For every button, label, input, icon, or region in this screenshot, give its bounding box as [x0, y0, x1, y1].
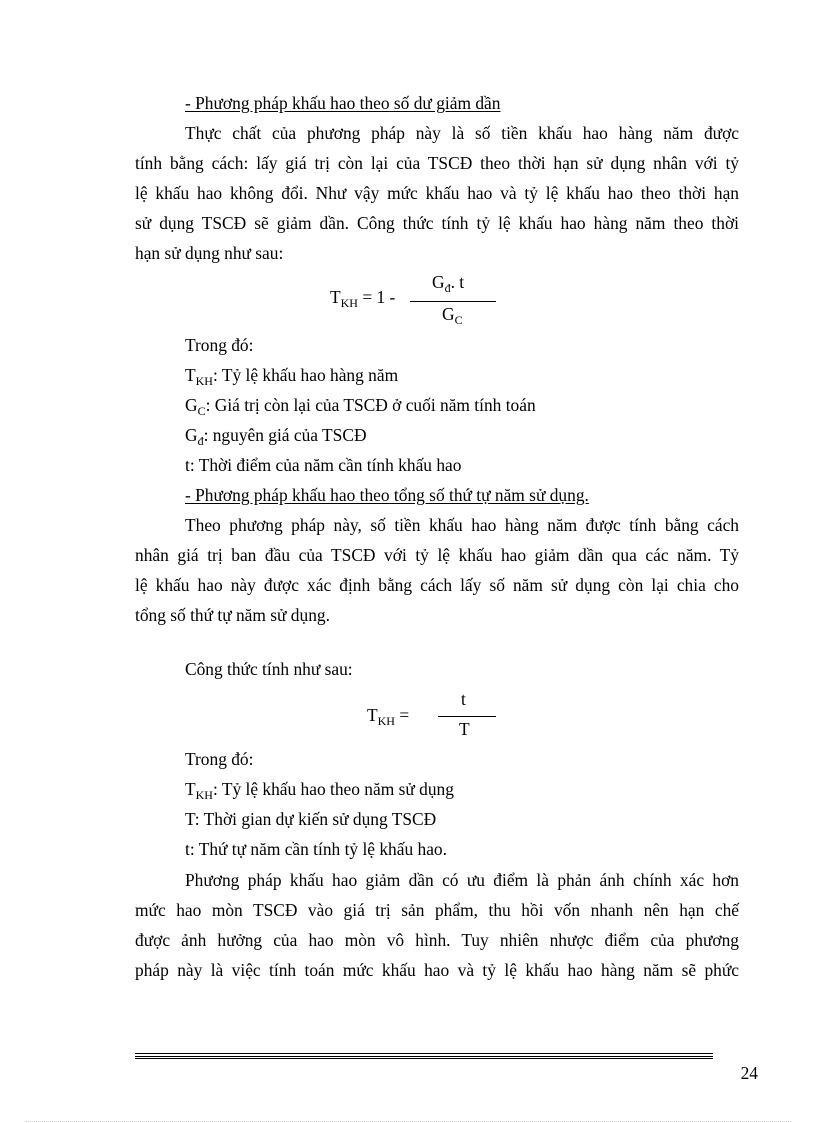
paragraph-line: được ảnh hưởng của hao mòn vô hình. Tuy nhiên nhược điểm của phương: [135, 930, 739, 950]
definition-item: T: Thời gian dự kiến sử dụng TSCĐ: [185, 809, 437, 829]
paragraph-line: Theo phương pháp này, số tiền khấu hao hàng năm được tính bằng cách: [185, 515, 739, 535]
paragraph-line: Phương pháp khấu hao giảm dần có ưu điểm là phản ánh chính xác hơn: [185, 870, 739, 890]
definitions-intro: Trong đó:: [185, 335, 254, 355]
formula-denominator: T: [459, 719, 470, 739]
formula-denominator: $G_C$: [442, 304, 463, 327]
footer-rule: [135, 1056, 713, 1057]
paragraph-line: nhân giá trị ban đầu của TSCĐ với tỷ lệ khấu hao giảm dần qua các năm. Tỷ: [135, 545, 739, 565]
section-heading-sum-of-years: - Phương pháp khấu hao theo tổng số thứ tự năm sử dụng.: [185, 485, 589, 505]
definition-item: $T_{KH}$: Tỷ lệ khấu hao theo năm sử dụng: [185, 779, 454, 802]
page-edge-divider: [25, 1121, 791, 1122]
formula-intro: Công thức tính như sau:: [185, 659, 353, 679]
paragraph-line: tính bằng cách: lấy giá trị còn lại của TSCĐ theo thời hạn sử dụng nhân với tỷ: [135, 153, 739, 173]
definition-item: t: Thời điểm của năm cần tính khấu hao: [185, 455, 462, 475]
footer-rule: [135, 1053, 713, 1054]
paragraph-line: Thực chất của phương pháp này là số tiền khấu hao hàng năm được: [185, 123, 739, 143]
definition-item: $T_{KH}$: Tỷ lệ khấu hao hàng năm: [185, 365, 399, 388]
footer-rule: [135, 1058, 713, 1059]
paragraph-line: hạn sử dụng như sau:: [135, 243, 284, 263]
paragraph-line: lệ khấu hao không đổi. Như vậy mức khấu hao và tỷ lệ khấu hao theo thời hạn: [135, 183, 739, 203]
definition-item: $G_đ$: nguyên giá của TSCĐ: [185, 425, 367, 448]
paragraph-line: sử dụng TSCĐ sẽ giảm dần. Công thức tính tỷ lệ khấu hao hàng năm theo thời: [135, 213, 739, 233]
section-heading-declining-balance: - Phương pháp khấu hao theo số dư giảm dần: [185, 93, 501, 113]
fraction-bar: [438, 716, 496, 717]
formula-lhs: $T_{KH} = 1$ -: [330, 287, 396, 310]
formula-lhs: $T_{KH}$ =: [367, 705, 410, 728]
paragraph-line: mức hao mòn TSCĐ vào giá trị sản phẩm, thu hồi vốn nhanh nên hạn chế: [135, 900, 739, 920]
formula-numerator: $G_đ$. t: [432, 272, 465, 295]
definitions-intro: Trong đó:: [185, 749, 254, 769]
page-number: 24: [740, 1063, 758, 1083]
definition-item: t: Thứ tự năm cần tính tỷ lệ khấu hao.: [185, 839, 447, 859]
fraction-bar: [410, 301, 496, 302]
paragraph-line: pháp này là việc tính toán mức khấu hao và tỷ lệ khấu hao hàng năm sẽ phức: [135, 960, 739, 980]
definition-item: $G_C$: Giá trị còn lại của TSCĐ ở cuối năm tính toán: [185, 395, 536, 418]
paragraph-line: tổng số thứ tự năm sử dụng.: [135, 605, 330, 625]
paragraph-line: lệ khấu hao này được xác định bằng cách lấy số năm sử dụng còn lại chia cho: [135, 575, 739, 595]
formula-numerator: t: [461, 689, 466, 709]
